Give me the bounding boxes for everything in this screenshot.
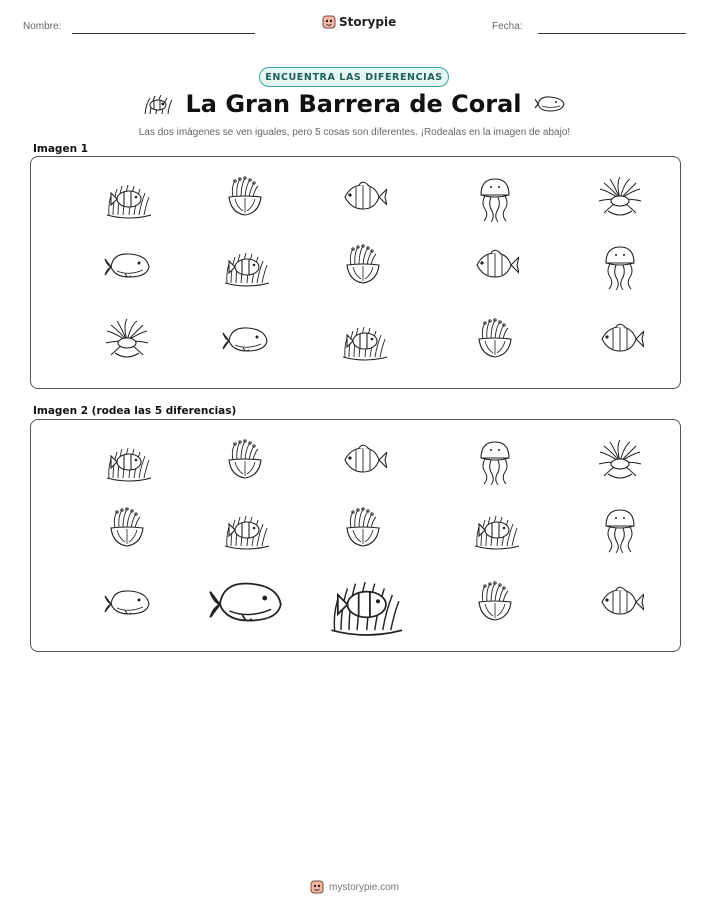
jellyfish-icon xyxy=(471,175,519,223)
name-label: Nombre: xyxy=(23,21,62,32)
jellyfish-icon xyxy=(596,243,644,291)
clam-coral-icon xyxy=(339,506,387,554)
whale-icon xyxy=(207,566,284,643)
sea-anemone-icon xyxy=(596,175,644,223)
fish-icon xyxy=(339,175,387,223)
sea-anemone-icon xyxy=(103,317,151,365)
clownfish-anemone-icon xyxy=(221,506,269,554)
clownfish-anemone-icon xyxy=(221,243,269,291)
whale-icon xyxy=(103,580,151,628)
jellyfish-icon xyxy=(596,243,644,291)
clownfish-anemone-icon xyxy=(221,243,269,291)
clam-coral-icon xyxy=(471,317,519,365)
clownfish-anemone-icon xyxy=(103,175,151,223)
fish-icon xyxy=(471,243,519,291)
title-text: La Gran Barrera de Coral xyxy=(185,90,522,118)
panel-1-label: Imagen 1 xyxy=(33,143,89,155)
fish-icon xyxy=(596,580,644,628)
clam-coral-icon xyxy=(471,317,519,365)
whale-icon xyxy=(103,243,151,291)
image-1-panel xyxy=(30,156,681,389)
fish-icon[interactable] xyxy=(339,438,387,486)
clam-coral-icon[interactable] xyxy=(221,438,269,486)
fish-icon xyxy=(339,438,387,486)
clownfish-anemone-icon xyxy=(103,175,151,223)
jellyfish-icon[interactable] xyxy=(596,506,644,554)
clownfish-anemone-icon[interactable] xyxy=(221,506,269,554)
footer xyxy=(0,880,709,894)
clam-coral-icon[interactable] xyxy=(339,506,387,554)
brand-logo xyxy=(322,15,396,29)
clownfish-anemone-icon xyxy=(471,506,519,554)
whale-icon xyxy=(221,317,269,365)
date-line[interactable] xyxy=(538,33,686,34)
whale-icon xyxy=(103,243,151,291)
clam-coral-icon xyxy=(339,243,387,291)
clam-coral-icon xyxy=(221,175,269,223)
activity-badge: ENCUENTRA LAS DIFERENCIAS xyxy=(259,67,449,87)
fish-icon xyxy=(596,317,644,365)
whale-icon[interactable] xyxy=(207,566,284,643)
footer-url: mystorypie.com xyxy=(328,881,399,893)
jellyfish-icon xyxy=(471,175,519,223)
clam-coral-icon[interactable] xyxy=(471,580,519,628)
name-line[interactable] xyxy=(72,33,255,34)
sea-anemone-icon xyxy=(103,317,151,365)
fish-icon xyxy=(471,243,519,291)
clam-coral-icon xyxy=(339,243,387,291)
jellyfish-icon xyxy=(596,506,644,554)
coral-icon xyxy=(141,90,175,116)
clam-coral-icon xyxy=(221,175,269,223)
clam-coral-icon[interactable] xyxy=(103,506,151,554)
clam-coral-icon xyxy=(471,580,519,628)
storypie-logo-icon xyxy=(310,880,324,894)
fish-icon xyxy=(339,175,387,223)
instructions: Las dos imágenes se ven iguales, pero 5 cosas son diferentes. ¡Rodealas en la imagen de abajo! xyxy=(138,127,571,138)
page-title xyxy=(0,90,709,118)
brand-name: Storypie xyxy=(339,15,397,29)
clownfish-anemone-icon xyxy=(339,317,387,365)
clownfish-anemone-icon xyxy=(325,566,402,643)
storypie-logo-icon xyxy=(322,15,336,29)
panel-2-label: Imagen 2 (rodea las 5 diferencias) xyxy=(33,405,237,417)
clownfish-anemone-icon[interactable] xyxy=(103,438,151,486)
date-label: Fecha: xyxy=(492,21,523,32)
fish-icon xyxy=(596,317,644,365)
clownfish-anemone-icon xyxy=(103,438,151,486)
whale-icon[interactable] xyxy=(103,580,151,628)
whale-icon xyxy=(221,317,269,365)
sea-anemone-icon xyxy=(596,438,644,486)
clownfish-anemone-icon xyxy=(339,317,387,365)
clam-coral-icon xyxy=(103,506,151,554)
clam-coral-icon xyxy=(221,438,269,486)
clownfish-anemone-icon[interactable] xyxy=(325,566,402,643)
sea-anemone-icon xyxy=(596,175,644,223)
whale-icon xyxy=(534,92,568,114)
sea-anemone-icon[interactable] xyxy=(596,438,644,486)
jellyfish-icon xyxy=(471,438,519,486)
jellyfish-icon[interactable] xyxy=(471,438,519,486)
image-2-panel[interactable] xyxy=(30,419,681,652)
fish-icon[interactable] xyxy=(596,580,644,628)
clownfish-anemone-icon[interactable] xyxy=(471,506,519,554)
